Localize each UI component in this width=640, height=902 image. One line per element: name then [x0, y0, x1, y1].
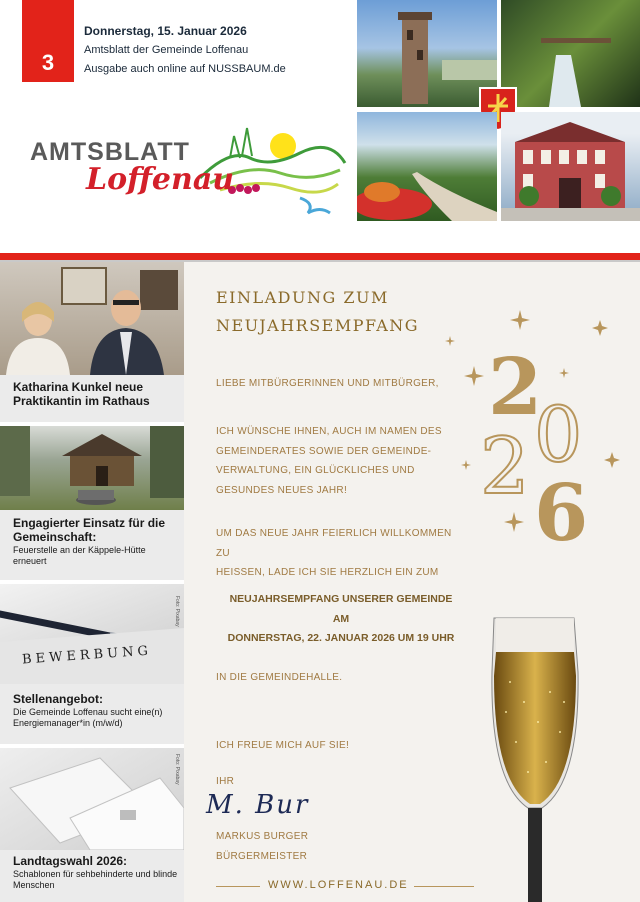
photo-credit: Foto: Pixabay [174, 596, 180, 627]
sidebar-caption-fireplace [13, 516, 181, 567]
photo-kaeppele-hut [0, 426, 184, 510]
issue-number-badge [22, 0, 74, 82]
wishes-line: ICH WÜNSCHE IHNEN, AUCH IM NAMEN DES [216, 426, 442, 437]
event-datetime: DONNERSTAG, 22. JANUAR 2026 UM 19 UHR [227, 632, 455, 644]
wishes-line: VERWALTUNG, EIN GLÜCKLICHES UND [216, 465, 415, 476]
photo-application-paper [0, 584, 184, 684]
wishes-paragraph [216, 422, 466, 500]
event-details [216, 590, 466, 649]
invitation-title-line2: NEUJAHRSEMPFANG [216, 316, 420, 335]
salutation: IHR [216, 776, 235, 787]
signer-name: MARKUS BURGER [216, 831, 309, 842]
year-digit-0: 0 [534, 390, 583, 479]
sidebar-caption-job-offer [13, 692, 181, 729]
signer-title: BÜRGERMEISTER [216, 850, 308, 862]
signer-block [216, 827, 466, 866]
invite-line: UM DAS NEUE JAHR FEIERLICH WILLKOMMEN ZU [216, 528, 452, 559]
sidebar-heading: Stellenangebot: [13, 692, 104, 706]
sidebar-caption-election [13, 854, 181, 891]
sidebar-heading: Engagierter Einsatz für die Gemeinschaft: [13, 516, 166, 544]
masthead-title: AMTSBLATT [30, 138, 190, 166]
issue-date: Donnerstag, 15. Januar 2026 [84, 24, 247, 38]
wishes-line: GESUNDES NEUES JAHR! [216, 484, 348, 496]
closing: ICH FREUE MICH AUF SIE! [216, 740, 350, 751]
sidebar-item-fireplace[interactable] [0, 426, 184, 580]
sidebar-item-election[interactable] [0, 748, 184, 902]
event-connector: AM [332, 612, 350, 625]
invite-line: HEISSEN, LADE ICH SIE HERZLICH EIN ZUM [216, 567, 439, 578]
greeting: LIEBE MITBÜRGERINNEN UND MITBÜRGER, [216, 378, 439, 389]
invitation-panel [184, 262, 640, 902]
year-digit-2b: 2 [480, 422, 530, 512]
sidebar-subtext: Feuerstelle an der Käppele-Hütte erneuert [13, 545, 146, 566]
venue: IN DIE GEMEINDEHALLE. [216, 672, 343, 683]
photo-town-hall [501, 112, 640, 221]
website-rule-left [216, 886, 260, 887]
invitation-title-line1: EINLADUNG ZUM [216, 288, 389, 307]
application-image-text: BEWERBUNG [21, 643, 153, 668]
issue-number: 3 [41, 50, 55, 75]
photo-waterfall [501, 0, 640, 107]
signature: M. Bur [206, 790, 310, 820]
event-name: NEUJAHRSEMPFANG UNSERER GEMEINDE [229, 593, 453, 605]
sidebar-heading: Landtagswahl 2026: [13, 854, 128, 868]
website: WWW.LOFFENAU.DE [268, 879, 409, 891]
online-edition-line: Ausgabe auch online auf NUSSBAUM.de [84, 63, 286, 75]
sidebar-subtext: Schablonen für sehbehinderte und blinde Menschen [13, 869, 178, 890]
masthead-name: Loffenau [86, 162, 235, 197]
sidebar-item-job-offer[interactable] [0, 584, 184, 744]
sidebar-item-intern[interactable] [0, 262, 184, 422]
header-divider-red [0, 253, 640, 260]
wishes-line: GEMEINDERATES SOWIE DER GEMEINDE- [216, 445, 432, 457]
photo-intern-mayor [0, 262, 184, 375]
year-digit-2: 2 [488, 342, 543, 433]
website-rule-right [414, 886, 474, 887]
photo-credit: Foto: Pixabay [174, 754, 180, 785]
sidebar-subtext: Die Gemeinde Loffenau sucht eine(n) Energiemanager*in (m/w/d) [13, 707, 163, 728]
sidebar-caption-intern [13, 380, 181, 408]
sidebar [0, 262, 184, 902]
photo-observation-tower [357, 0, 497, 107]
publication-line: Amtsblatt der Gemeinde Loffenau [84, 44, 249, 56]
photo-ballot-envelopes [0, 748, 184, 850]
invite-paragraph [216, 524, 466, 583]
sparkle-icons [444, 302, 640, 542]
champagne-glass-icon [480, 612, 590, 902]
sidebar-heading: Katharina Kunkel neue Praktikantin im Rathaus [13, 380, 150, 408]
year-digit-6: 6 [534, 468, 589, 559]
photo-park [357, 112, 497, 221]
